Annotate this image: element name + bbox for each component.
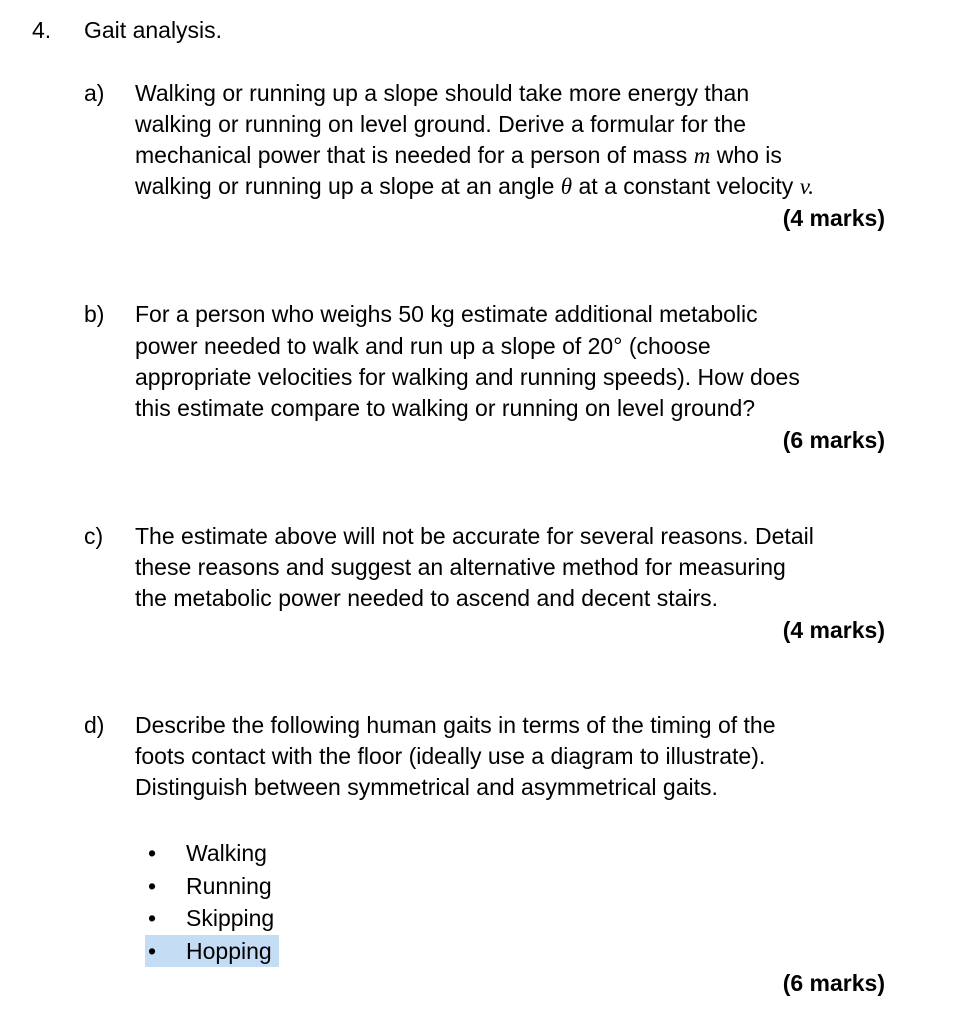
angle-variable: θ <box>560 174 573 199</box>
part-a-label: a) <box>84 80 105 106</box>
part-c-line-1: The estimate above will not be accurate for several reasons. Detail <box>135 523 814 549</box>
part-a-line-4-text: walking or running up a slope at an angle <box>135 173 561 199</box>
part-b-marks: (6 marks) <box>782 427 885 453</box>
part-a-marks: (4 marks) <box>782 205 885 231</box>
question-number: 4. <box>32 17 52 43</box>
bullet-icon: • <box>148 905 157 931</box>
part-c-marks: (4 marks) <box>782 617 885 643</box>
bullet-icon: • <box>148 938 157 964</box>
part-d-label: d) <box>84 712 105 738</box>
part-a-line-4-end: . <box>808 174 814 199</box>
part-a-line-2: walking or running on level ground. Derive a formular for the <box>135 111 747 137</box>
part-a-line-3-text: mechanical power that is needed for a person of mass <box>135 142 694 168</box>
question-title: Gait analysis. <box>84 17 223 43</box>
bullet-icon: • <box>148 840 157 866</box>
part-a-line-4-mid: at a constant velocity <box>572 173 800 199</box>
part-b-line-1: For a person who weighs 50 kg estimate additional metabolic <box>135 301 758 327</box>
gait-item-walking: Walking <box>186 840 267 866</box>
mass-variable: m <box>693 143 711 168</box>
part-d-marks: (6 marks) <box>782 970 885 996</box>
gait-item-running: Running <box>186 873 272 899</box>
part-d-line-1: Describe the following human gaits in terms of the timing of the <box>135 712 776 738</box>
part-a-line-1: Walking or running up a slope should take more energy than <box>135 80 750 106</box>
gait-item-skipping: Skipping <box>186 905 275 931</box>
part-b-label: b) <box>84 301 105 327</box>
part-a-line-4 <box>135 171 814 202</box>
part-b-line-3: appropriate velocities for walking and running speeds). How does <box>135 364 800 390</box>
part-d-line-2: foots contact with the floor (ideally use a diagram to illustrate). <box>135 743 766 769</box>
part-a-line-3-end: who is <box>710 142 782 168</box>
part-c-label: c) <box>84 523 104 549</box>
part-a-line-3 <box>135 140 782 171</box>
part-c-line-2: these reasons and suggest an alternative method for measuring <box>135 554 786 580</box>
gait-item-hopping[interactable]: Hopping <box>186 938 272 964</box>
part-d-line-3: Distinguish between symmetrical and asymmetrical gaits. <box>135 774 718 800</box>
velocity-variable: v <box>799 174 809 199</box>
part-c-line-3: the metabolic power needed to ascend and decent stairs. <box>135 585 719 611</box>
part-b-line-4: this estimate compare to walking or running on level ground? <box>135 395 756 421</box>
bullet-icon: • <box>148 873 157 899</box>
part-b-line-2: power needed to walk and run up a slope of 20° (choose <box>135 333 711 359</box>
